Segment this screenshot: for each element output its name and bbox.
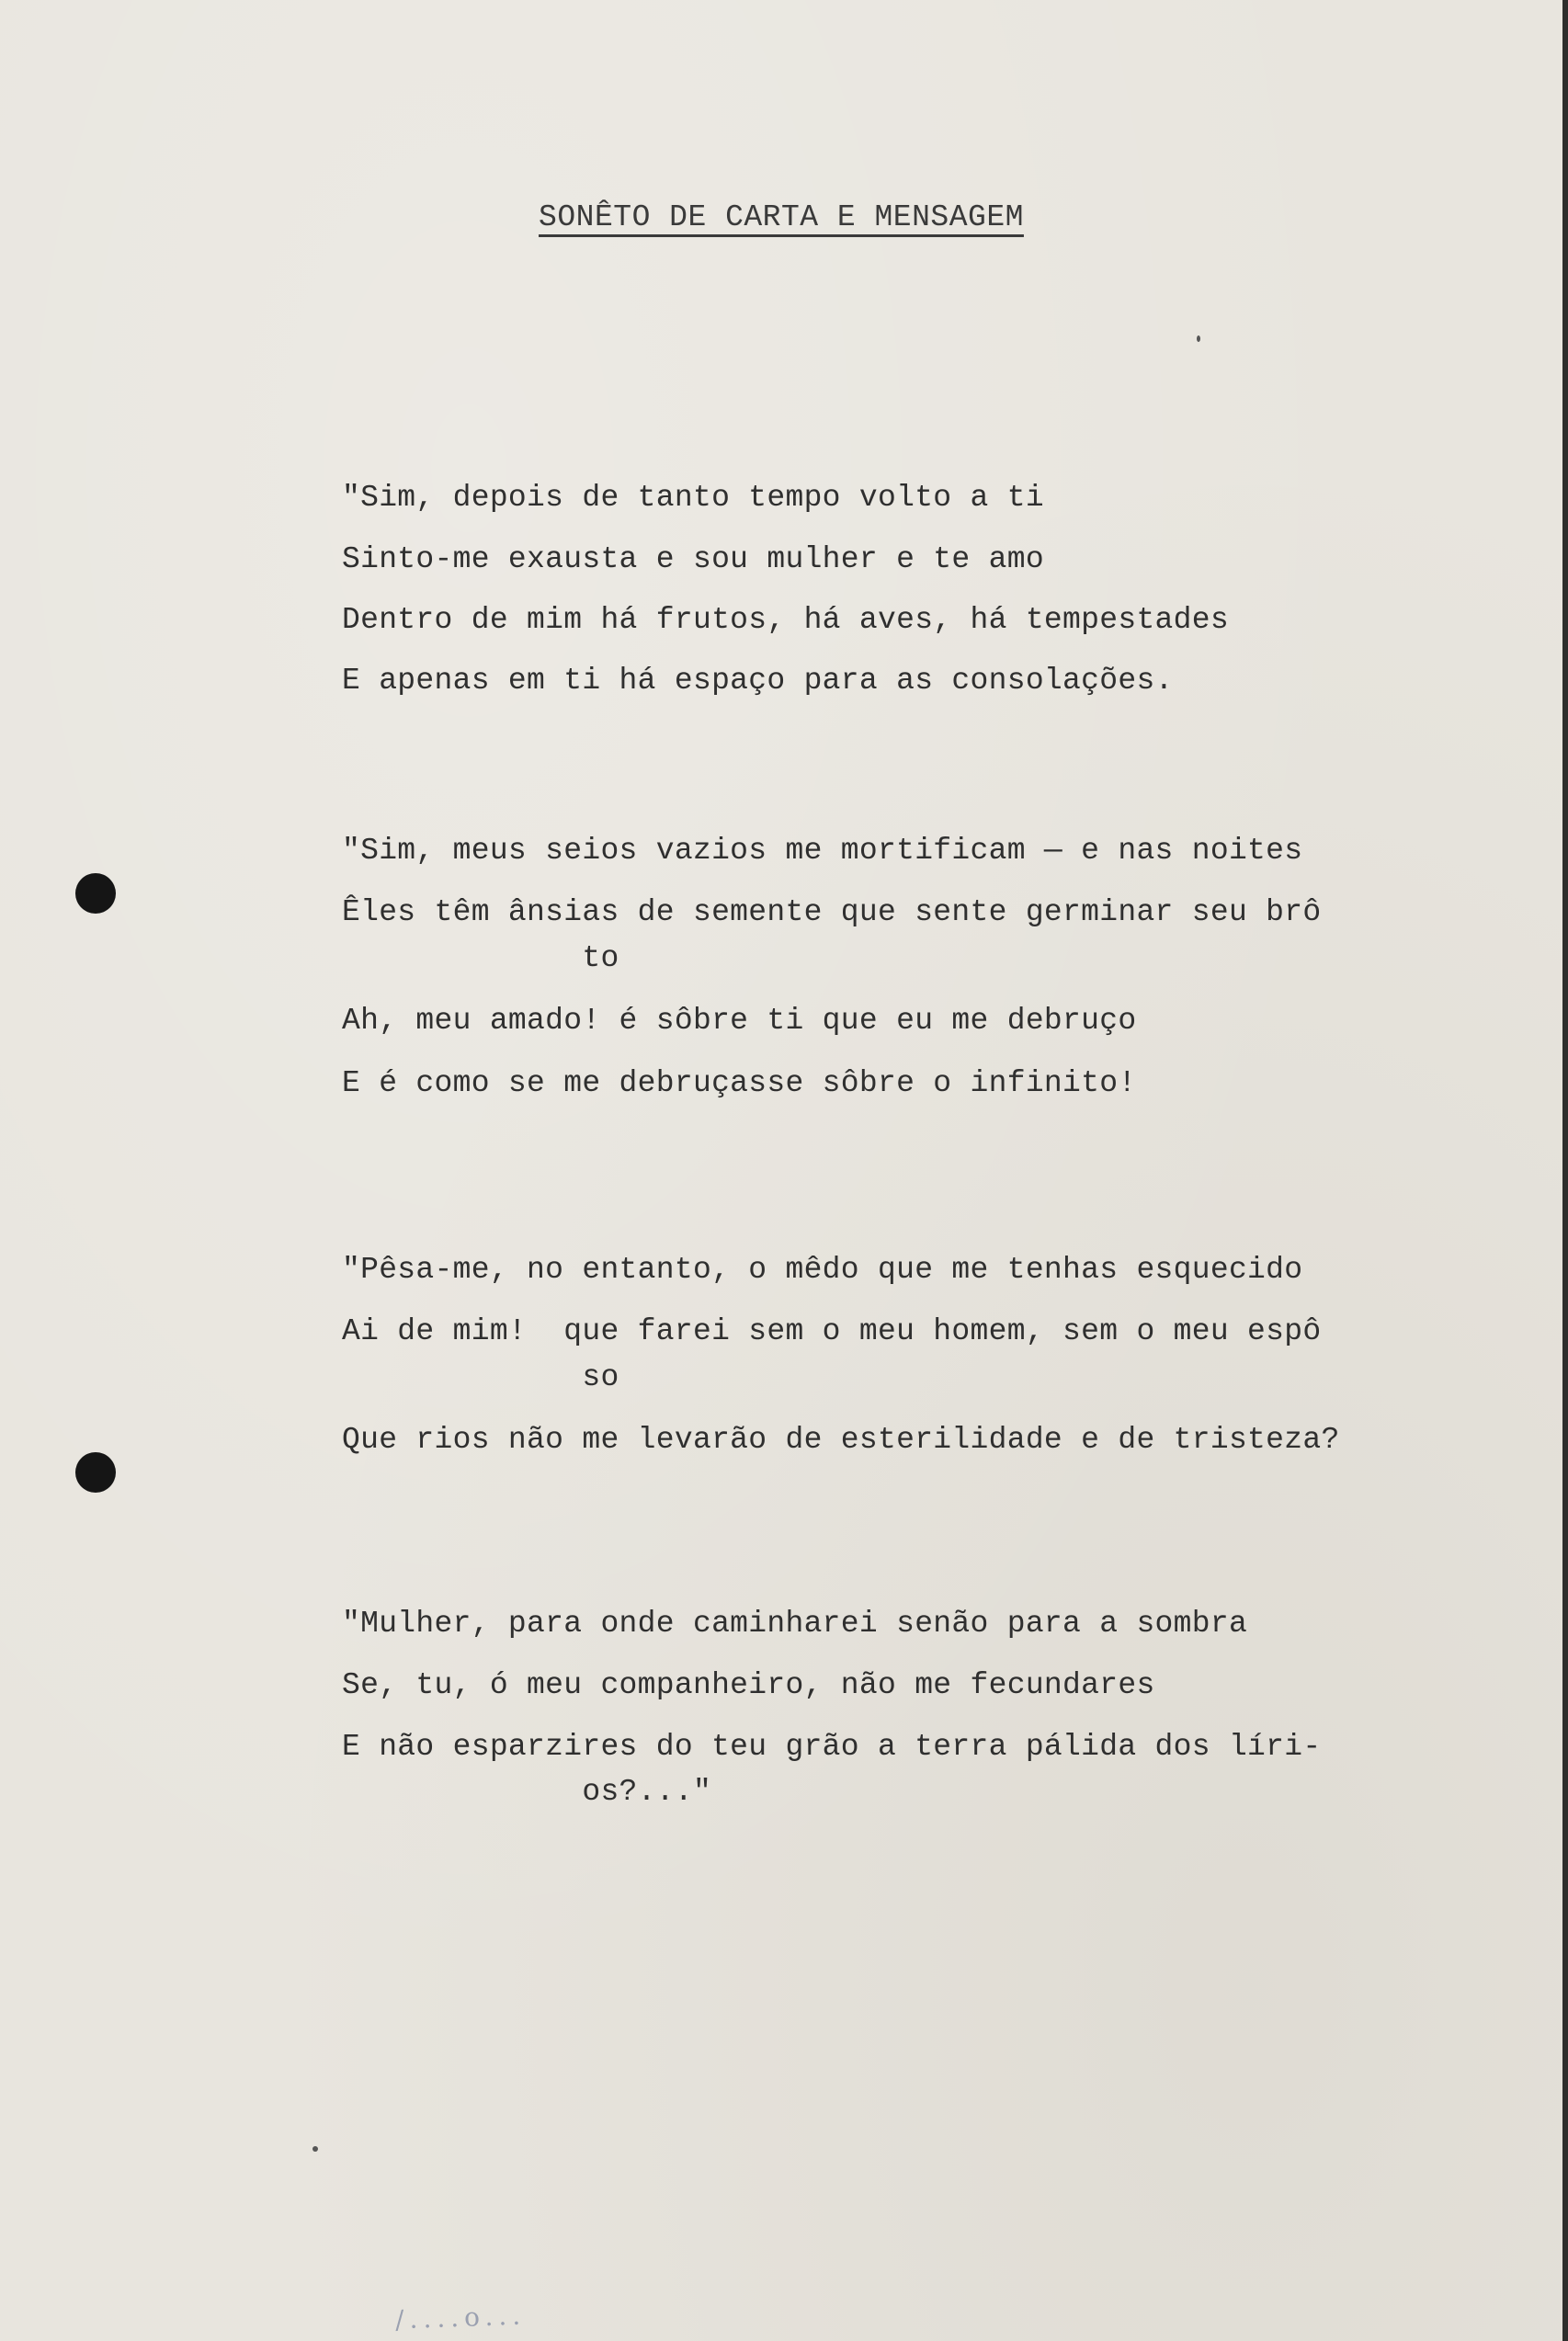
stanza-3-line-1: "Pêsa-me, no entanto, o mêdo que me tenhas esquecido [342,1253,1303,1287]
stanza-2-line-2: Êles têm ânsias de semente que sente germinar seu brô [342,895,1322,929]
stanza-1-line-4: E apenas em ti há espaço para as consolações. [342,664,1174,698]
stanza-1-line-2: Sinto-me exausta e sou mulher e te amo [342,542,1044,576]
pencil-note: /....o... [394,2300,527,2335]
stanza-4-line-3: E não esparzires do teu grão a terra pálida dos líri- [342,1730,1322,1764]
stanza-2-line-1: "Sim, meus seios vazios me mortificam — e nas noites [342,834,1303,868]
stanza-1-line-3: Dentro de mim há frutos, há aves, há tempestades [342,603,1229,637]
paper-speck [312,2146,318,2152]
stanza-4-line-1: "Mulher, para onde caminharei senão para a sombra [342,1607,1248,1641]
scan-edge [1562,0,1568,2341]
stanza-4-line-4: os?..." [342,1775,712,1809]
stanza-1-line-1: "Sim, depois de tanto tempo volto a ti [342,481,1044,515]
stanza-3-line-4: Que rios não me levarão de esterilidade e de tristeza? [342,1423,1340,1457]
stanza-3-line-3: so [342,1360,619,1394]
stanza-4-line-2: Se, tu, ó meu companheiro, não me fecundares [342,1668,1155,1702]
stanza-2-line-3: to [342,941,619,975]
punch-hole-upper [75,873,116,914]
poem-title: SONÊTO DE CARTA E MENSAGEM [539,200,1024,234]
stanza-2-line-5: E é como se me debruçasse sôbre o infinito! [342,1066,1137,1100]
punch-hole-lower [75,1452,116,1493]
stanza-2-line-4: Ah, meu amado! é sôbre ti que eu me debruço [342,1004,1137,1038]
stanza-3-line-2: Ai de mim! que farei sem o meu homem, sem o meu espô [342,1314,1322,1348]
paper-speck [1197,335,1200,342]
